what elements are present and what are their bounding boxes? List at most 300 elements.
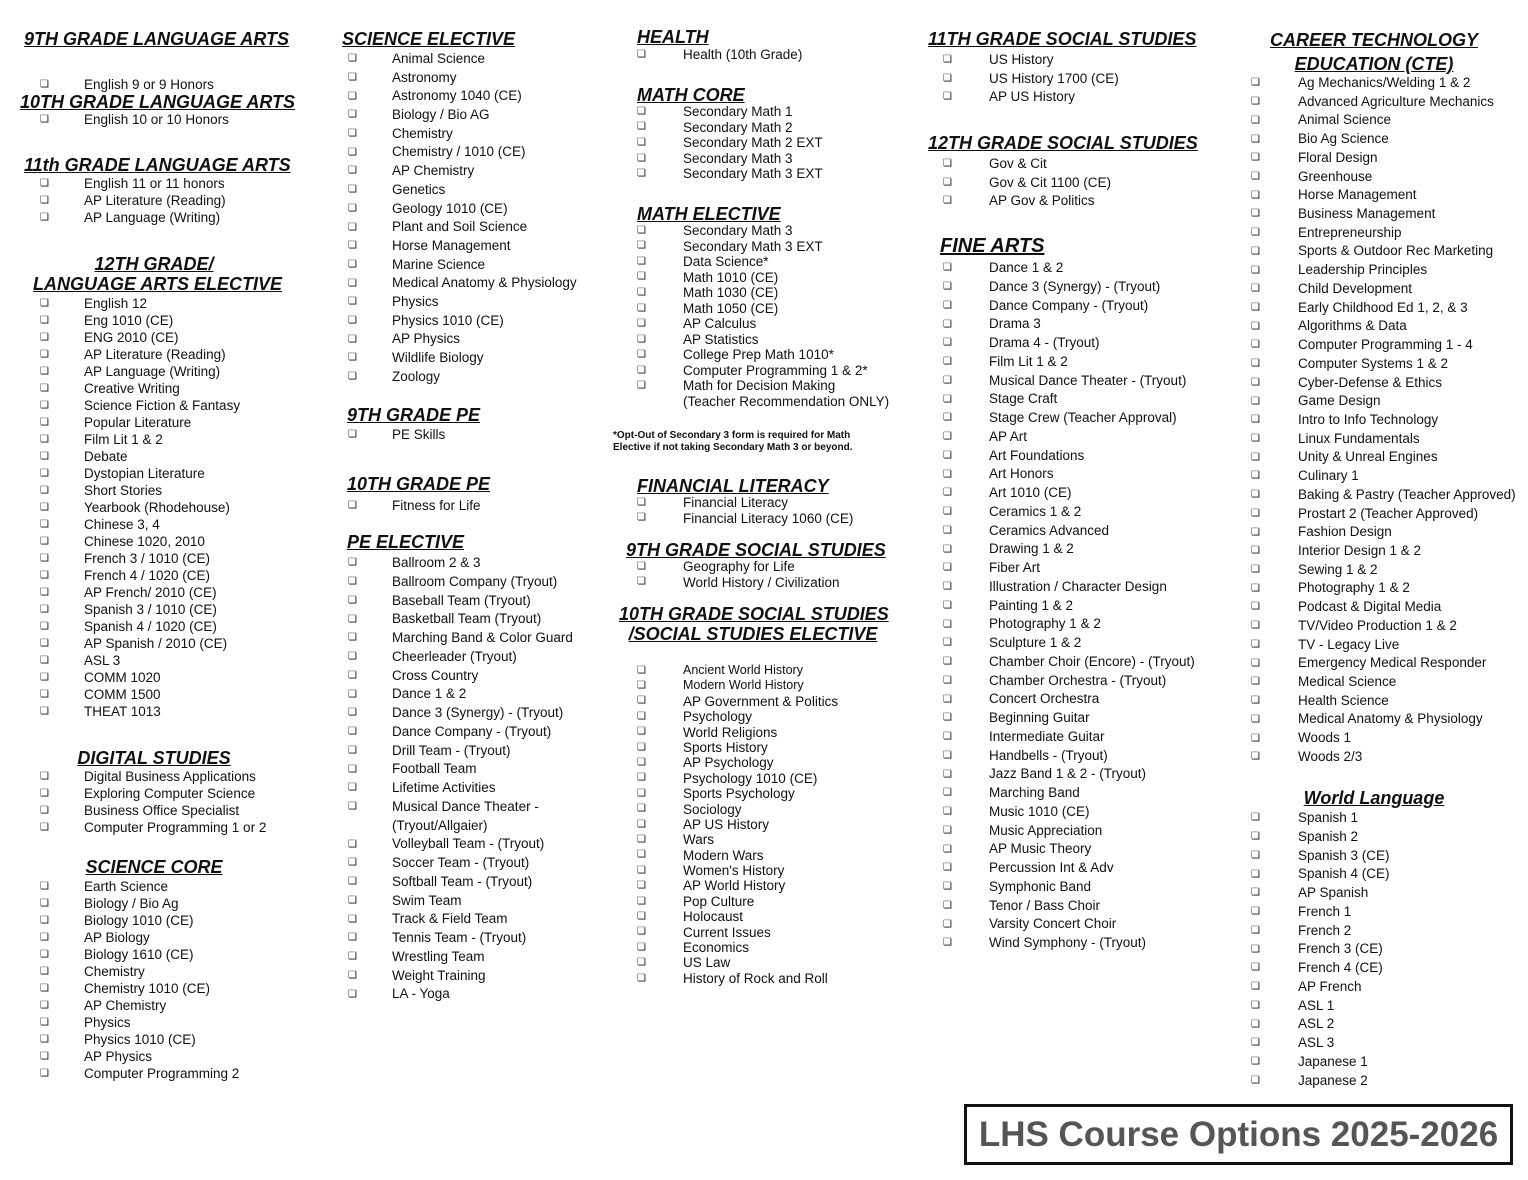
checkbox-icon[interactable]: ❏ <box>40 331 49 343</box>
course-item[interactable] <box>40 946 239 963</box>
course-item[interactable] <box>943 503 1195 522</box>
course-item[interactable] <box>637 663 838 678</box>
checkbox-icon[interactable]: ❏ <box>348 763 357 775</box>
checkbox-icon[interactable]: ❏ <box>1251 507 1260 519</box>
course-item[interactable] <box>348 87 577 106</box>
checkbox-icon[interactable]: ❏ <box>1251 601 1260 613</box>
course-item[interactable] <box>40 499 240 516</box>
checkbox-icon[interactable]: ❏ <box>40 586 49 598</box>
course-item[interactable] <box>348 817 573 836</box>
checkbox-icon[interactable]: ❏ <box>348 296 357 308</box>
checkbox-icon[interactable]: ❏ <box>943 731 952 743</box>
course-item[interactable] <box>40 346 240 363</box>
course-item[interactable] <box>348 106 577 125</box>
checkbox-icon[interactable]: ❏ <box>1251 695 1260 707</box>
checkbox-icon[interactable]: ❏ <box>637 664 646 676</box>
course-item[interactable] <box>348 892 573 911</box>
checkbox-icon[interactable]: ❏ <box>1251 676 1260 688</box>
course-item[interactable] <box>348 69 577 88</box>
checkbox-icon[interactable]: ❏ <box>943 543 952 555</box>
checkbox-icon[interactable]: ❏ <box>40 770 49 782</box>
checkbox-icon[interactable]: ❏ <box>40 177 49 189</box>
checkbox-icon[interactable]: ❏ <box>348 146 357 158</box>
checkbox-icon[interactable]: ❏ <box>348 221 357 233</box>
course-item[interactable] <box>637 495 853 511</box>
course-item[interactable] <box>637 709 838 724</box>
checkbox-icon[interactable]: ❏ <box>348 894 357 906</box>
course-item[interactable] <box>348 143 577 162</box>
course-item[interactable] <box>637 878 838 893</box>
checkbox-icon[interactable]: ❏ <box>637 271 646 283</box>
checkbox-icon[interactable]: ❏ <box>1251 470 1260 482</box>
checkbox-icon[interactable]: ❏ <box>40 416 49 428</box>
checkbox-icon[interactable]: ❏ <box>943 412 952 424</box>
course-item[interactable] <box>637 771 838 786</box>
checkbox-icon[interactable]: ❏ <box>943 599 952 611</box>
course-item[interactable] <box>1251 111 1516 130</box>
checkbox-icon[interactable]: ❏ <box>637 910 646 922</box>
course-item[interactable] <box>1251 523 1516 542</box>
course-item[interactable] <box>1251 261 1516 280</box>
course-item[interactable] <box>1251 224 1516 243</box>
course-item[interactable] <box>943 484 1195 503</box>
course-item[interactable] <box>637 863 838 878</box>
checkbox-icon[interactable]: ❏ <box>40 603 49 615</box>
checkbox-icon[interactable]: ❏ <box>348 988 357 1000</box>
course-item[interactable] <box>348 948 573 967</box>
course-item[interactable] <box>1251 411 1516 430</box>
course-item[interactable] <box>1251 186 1516 205</box>
course-item[interactable] <box>348 497 481 515</box>
checkbox-icon[interactable]: ❏ <box>637 710 646 722</box>
course-item[interactable] <box>40 895 239 912</box>
course-item[interactable] <box>637 559 840 575</box>
checkbox-icon[interactable]: ❏ <box>40 965 49 977</box>
course-item[interactable] <box>943 803 1195 822</box>
checkbox-icon[interactable]: ❏ <box>348 932 357 944</box>
course-item[interactable] <box>943 578 1195 597</box>
checkbox-icon[interactable]: ❏ <box>348 744 357 756</box>
course-item[interactable] <box>1251 654 1516 673</box>
checkbox-icon[interactable]: ❏ <box>1251 564 1260 576</box>
checkbox-icon[interactable]: ❏ <box>40 484 49 496</box>
course-item[interactable] <box>40 703 240 720</box>
course-item[interactable] <box>348 181 577 200</box>
checkbox-icon[interactable]: ❏ <box>637 864 646 876</box>
course-item[interactable] <box>637 316 889 332</box>
course-item[interactable] <box>348 648 573 667</box>
checkbox-icon[interactable]: ❏ <box>1251 395 1260 407</box>
course-item[interactable] <box>1251 130 1516 149</box>
checkbox-icon[interactable]: ❏ <box>40 552 49 564</box>
checkbox-icon[interactable]: ❏ <box>943 899 952 911</box>
course-item[interactable] <box>348 967 573 986</box>
course-item[interactable] <box>637 802 838 817</box>
course-item[interactable] <box>943 728 1195 747</box>
course-item[interactable] <box>40 819 266 836</box>
checkbox-icon[interactable]: ❏ <box>943 581 952 593</box>
checkbox-icon[interactable]: ❏ <box>348 669 357 681</box>
course-item[interactable] <box>943 634 1195 653</box>
course-item[interactable] <box>943 334 1195 353</box>
course-item[interactable] <box>40 312 240 329</box>
checkbox-icon[interactable]: ❏ <box>348 801 357 813</box>
course-item[interactable] <box>40 1031 239 1048</box>
checkbox-icon[interactable]: ❏ <box>637 560 646 572</box>
checkbox-icon[interactable]: ❏ <box>1251 887 1260 899</box>
checkbox-icon[interactable]: ❏ <box>40 897 49 909</box>
course-item[interactable] <box>40 912 239 929</box>
checkbox-icon[interactable]: ❏ <box>637 136 646 148</box>
checkbox-icon[interactable]: ❏ <box>637 772 646 784</box>
checkbox-icon[interactable]: ❏ <box>40 535 49 547</box>
course-item[interactable] <box>943 447 1195 466</box>
checkbox-icon[interactable]: ❏ <box>40 314 49 326</box>
course-item[interactable] <box>637 239 889 255</box>
course-item[interactable] <box>1251 336 1516 355</box>
course-item[interactable] <box>637 120 823 136</box>
checkbox-icon[interactable]: ❏ <box>1251 152 1260 164</box>
course-item[interactable] <box>348 426 445 444</box>
course-item[interactable] <box>943 297 1195 316</box>
course-item[interactable] <box>943 465 1195 484</box>
checkbox-icon[interactable]: ❏ <box>40 982 49 994</box>
course-item[interactable] <box>40 1014 239 1031</box>
checkbox-icon[interactable]: ❏ <box>348 951 357 963</box>
course-item[interactable] <box>348 200 577 219</box>
course-item[interactable] <box>1251 1034 1390 1053</box>
checkbox-icon[interactable]: ❏ <box>943 524 952 536</box>
course-item[interactable] <box>348 573 573 592</box>
course-item[interactable] <box>1251 93 1516 112</box>
checkbox-icon[interactable]: ❏ <box>40 804 49 816</box>
course-item[interactable] <box>637 925 838 940</box>
course-item[interactable] <box>40 1048 239 1065</box>
checkbox-icon[interactable]: ❏ <box>348 333 357 345</box>
checkbox-icon[interactable]: ❏ <box>637 787 646 799</box>
checkbox-icon[interactable]: ❏ <box>1251 189 1260 201</box>
checkbox-icon[interactable]: ❏ <box>1251 868 1260 880</box>
course-item[interactable] <box>40 295 240 312</box>
course-item[interactable] <box>943 278 1195 297</box>
course-item[interactable] <box>637 135 823 151</box>
checkbox-icon[interactable]: ❏ <box>348 969 357 981</box>
course-item[interactable] <box>40 802 266 819</box>
checkbox-icon[interactable]: ❏ <box>40 1050 49 1062</box>
checkbox-icon[interactable]: ❏ <box>348 109 357 121</box>
course-item[interactable] <box>1251 542 1516 561</box>
checkbox-icon[interactable]: ❏ <box>348 576 357 588</box>
course-item[interactable] <box>40 929 239 946</box>
checkbox-icon[interactable]: ❏ <box>943 881 952 893</box>
course-item[interactable] <box>40 601 240 618</box>
course-item[interactable] <box>1251 903 1390 922</box>
checkbox-icon[interactable]: ❏ <box>348 688 357 700</box>
course-item[interactable] <box>943 353 1195 372</box>
course-item[interactable] <box>1251 617 1516 636</box>
checkbox-icon[interactable]: ❏ <box>348 726 357 738</box>
checkbox-icon[interactable]: ❏ <box>40 914 49 926</box>
checkbox-icon[interactable]: ❏ <box>637 286 646 298</box>
course-item[interactable] <box>943 915 1195 934</box>
checkbox-icon[interactable]: ❏ <box>40 654 49 666</box>
course-item[interactable] <box>1251 940 1390 959</box>
course-item[interactable] <box>943 155 1111 174</box>
course-item[interactable] <box>1251 959 1390 978</box>
course-item[interactable] <box>637 678 838 693</box>
checkbox-icon[interactable]: ❏ <box>943 158 952 170</box>
course-item[interactable] <box>943 259 1195 278</box>
course-item[interactable] <box>40 516 240 533</box>
course-item[interactable] <box>637 725 838 740</box>
course-item[interactable] <box>1251 561 1516 580</box>
course-item[interactable] <box>637 254 889 270</box>
checkbox-icon[interactable]: ❏ <box>637 972 646 984</box>
checkbox-icon[interactable]: ❏ <box>40 194 49 206</box>
checkbox-icon[interactable]: ❏ <box>943 656 952 668</box>
course-item[interactable] <box>943 784 1195 803</box>
course-item[interactable] <box>40 963 239 980</box>
course-item[interactable] <box>943 428 1195 447</box>
course-item[interactable] <box>1251 486 1516 505</box>
course-item[interactable] <box>40 209 226 226</box>
checkbox-icon[interactable]: ❏ <box>1251 943 1260 955</box>
checkbox-icon[interactable]: ❏ <box>637 240 646 252</box>
course-item[interactable] <box>1251 299 1516 318</box>
checkbox-icon[interactable]: ❏ <box>40 433 49 445</box>
course-item[interactable] <box>1251 1072 1390 1091</box>
course-item[interactable] <box>348 629 573 648</box>
checkbox-icon[interactable]: ❏ <box>348 557 357 569</box>
course-item[interactable] <box>40 635 240 652</box>
course-item[interactable] <box>943 51 1119 70</box>
checkbox-icon[interactable]: ❏ <box>1251 999 1260 1011</box>
course-item[interactable] <box>40 1065 239 1082</box>
checkbox-icon[interactable]: ❏ <box>943 72 952 84</box>
checkbox-icon[interactable]: ❏ <box>637 695 646 707</box>
checkbox-icon[interactable]: ❏ <box>348 632 357 644</box>
checkbox-icon[interactable]: ❏ <box>348 429 357 440</box>
checkbox-icon[interactable]: ❏ <box>943 937 952 949</box>
checkbox-icon[interactable]: ❏ <box>943 768 952 780</box>
course-item[interactable] <box>348 723 573 742</box>
course-item[interactable] <box>943 897 1195 916</box>
checkbox-icon[interactable]: ❏ <box>1251 962 1260 974</box>
checkbox-icon[interactable]: ❏ <box>637 333 646 345</box>
course-item[interactable] <box>1251 374 1516 393</box>
checkbox-icon[interactable]: ❏ <box>348 857 357 869</box>
checkbox-icon[interactable]: ❏ <box>637 926 646 938</box>
course-item[interactable] <box>637 848 838 863</box>
course-item[interactable] <box>943 390 1195 409</box>
checkbox-icon[interactable]: ❏ <box>1251 339 1260 351</box>
checkbox-icon[interactable]: ❏ <box>637 121 646 133</box>
course-item[interactable] <box>40 652 240 669</box>
checkbox-icon[interactable]: ❏ <box>348 240 357 252</box>
course-item[interactable] <box>1251 1015 1390 1034</box>
course-item[interactable] <box>943 540 1195 559</box>
checkbox-icon[interactable]: ❏ <box>943 749 952 761</box>
checkbox-icon[interactable]: ❏ <box>943 356 952 368</box>
checkbox-icon[interactable]: ❏ <box>40 501 49 513</box>
checkbox-icon[interactable]: ❏ <box>40 880 49 892</box>
checkbox-icon[interactable]: ❏ <box>943 693 952 705</box>
course-item[interactable] <box>348 854 573 873</box>
checkbox-icon[interactable]: ❏ <box>1251 812 1260 824</box>
checkbox-icon[interactable]: ❏ <box>1251 582 1260 594</box>
checkbox-icon[interactable]: ❏ <box>348 613 357 625</box>
course-item[interactable] <box>637 694 838 709</box>
course-item[interactable] <box>1251 997 1390 1016</box>
course-item[interactable] <box>1251 242 1516 261</box>
course-item[interactable] <box>1251 205 1516 224</box>
checkbox-icon[interactable]: ❏ <box>943 91 952 103</box>
course-item[interactable] <box>348 50 577 69</box>
checkbox-icon[interactable]: ❏ <box>1251 657 1260 669</box>
checkbox-icon[interactable]: ❏ <box>943 712 952 724</box>
course-item[interactable] <box>943 615 1195 634</box>
checkbox-icon[interactable]: ❏ <box>637 803 646 815</box>
checkbox-icon[interactable]: ❏ <box>943 674 952 686</box>
checkbox-icon[interactable]: ❏ <box>943 337 952 349</box>
checkbox-icon[interactable]: ❏ <box>1251 376 1260 388</box>
course-item[interactable] <box>40 618 240 635</box>
checkbox-icon[interactable]: ❏ <box>637 957 646 969</box>
checkbox-icon[interactable]: ❏ <box>40 821 49 833</box>
checkbox-icon[interactable]: ❏ <box>943 843 952 855</box>
course-item[interactable] <box>637 832 838 847</box>
course-item[interactable] <box>637 104 823 120</box>
course-item[interactable] <box>40 997 239 1014</box>
checkbox-icon[interactable]: ❏ <box>1251 114 1260 126</box>
checkbox-icon[interactable]: ❏ <box>637 680 646 692</box>
checkbox-icon[interactable]: ❏ <box>40 948 49 960</box>
course-item[interactable] <box>40 550 240 567</box>
checkbox-icon[interactable]: ❏ <box>348 782 357 794</box>
checkbox-icon[interactable]: ❏ <box>40 1033 49 1045</box>
checkbox-icon[interactable]: ❏ <box>637 302 646 314</box>
checkbox-icon[interactable]: ❏ <box>1251 170 1260 182</box>
checkbox-icon[interactable]: ❏ <box>40 620 49 632</box>
course-item[interactable] <box>348 330 577 349</box>
checkbox-icon[interactable]: ❏ <box>943 195 952 207</box>
checkbox-icon[interactable]: ❏ <box>1251 526 1260 538</box>
checkbox-icon[interactable]: ❏ <box>943 374 952 386</box>
checkbox-icon[interactable]: ❏ <box>40 382 49 394</box>
checkbox-icon[interactable]: ❏ <box>637 757 646 769</box>
course-item[interactable] <box>637 817 838 832</box>
checkbox-icon[interactable]: ❏ <box>40 467 49 479</box>
checkbox-icon[interactable]: ❏ <box>40 399 49 411</box>
course-item[interactable] <box>1251 748 1516 767</box>
course-item[interactable] <box>943 747 1195 766</box>
course-item[interactable] <box>943 878 1195 897</box>
checkbox-icon[interactable]: ❏ <box>637 818 646 830</box>
course-item[interactable] <box>40 980 239 997</box>
checkbox-icon[interactable]: ❏ <box>40 671 49 683</box>
checkbox-icon[interactable]: ❏ <box>40 1016 49 1028</box>
checkbox-icon[interactable]: ❏ <box>943 54 952 66</box>
course-item[interactable] <box>348 910 573 929</box>
course-item[interactable] <box>348 929 573 948</box>
checkbox-icon[interactable]: ❏ <box>943 299 952 311</box>
course-item[interactable] <box>943 88 1119 107</box>
checkbox-icon[interactable]: ❏ <box>40 637 49 649</box>
checkbox-icon[interactable]: ❏ <box>1251 77 1260 89</box>
course-item[interactable] <box>348 554 573 573</box>
course-item[interactable] <box>1251 74 1516 93</box>
checkbox-icon[interactable]: ❏ <box>348 500 357 511</box>
course-item[interactable] <box>1251 149 1516 168</box>
checkbox-icon[interactable]: ❏ <box>637 318 646 330</box>
course-item[interactable] <box>348 592 573 611</box>
checkbox-icon[interactable]: ❏ <box>348 913 357 925</box>
checkbox-icon[interactable]: ❏ <box>348 707 357 719</box>
checkbox-icon[interactable]: ❏ <box>637 941 646 953</box>
checkbox-icon[interactable]: ❏ <box>943 918 952 930</box>
checkbox-icon[interactable]: ❏ <box>637 741 646 753</box>
checkbox-icon[interactable]: ❏ <box>348 165 357 177</box>
checkbox-icon[interactable]: ❏ <box>348 838 357 850</box>
course-item[interactable] <box>348 704 573 723</box>
checkbox-icon[interactable]: ❏ <box>943 487 952 499</box>
course-item[interactable] <box>1251 978 1390 997</box>
course-item[interactable] <box>1251 355 1516 374</box>
course-item[interactable] <box>348 685 573 704</box>
checkbox-icon[interactable]: ❏ <box>1251 433 1260 445</box>
course-item[interactable] <box>637 894 838 909</box>
course-item[interactable] <box>637 301 889 317</box>
course-item[interactable] <box>348 610 573 629</box>
checkbox-icon[interactable]: ❏ <box>1251 1018 1260 1030</box>
course-item[interactable] <box>1251 847 1390 866</box>
course-item[interactable] <box>637 575 840 591</box>
course-item[interactable] <box>348 667 573 686</box>
course-item[interactable] <box>348 312 577 331</box>
checkbox-icon[interactable]: ❏ <box>1251 133 1260 145</box>
course-item[interactable] <box>348 835 573 854</box>
checkbox-icon[interactable]: ❏ <box>1251 1056 1260 1068</box>
course-item[interactable] <box>637 332 889 348</box>
course-item[interactable] <box>40 431 240 448</box>
checkbox-icon[interactable]: ❏ <box>943 281 952 293</box>
course-item[interactable] <box>348 779 573 798</box>
course-item[interactable] <box>1251 809 1390 828</box>
course-item[interactable] <box>637 909 838 924</box>
course-item[interactable] <box>40 380 240 397</box>
course-item[interactable] <box>348 256 577 275</box>
checkbox-icon[interactable]: ❏ <box>348 128 357 140</box>
checkbox-icon[interactable]: ❏ <box>1251 451 1260 463</box>
course-item[interactable] <box>348 742 573 761</box>
course-item[interactable] <box>943 315 1195 334</box>
course-item[interactable] <box>943 934 1195 953</box>
course-item[interactable] <box>637 151 823 167</box>
checkbox-icon[interactable]: ❏ <box>943 862 952 874</box>
course-item[interactable] <box>40 878 239 895</box>
course-item[interactable] <box>1251 280 1516 299</box>
course-item[interactable] <box>40 192 226 209</box>
course-item[interactable] <box>40 76 214 93</box>
checkbox-icon[interactable]: ❏ <box>637 496 646 508</box>
checkbox-icon[interactable]: ❏ <box>637 168 646 180</box>
course-item[interactable] <box>943 372 1195 391</box>
checkbox-icon[interactable]: ❏ <box>943 506 952 518</box>
checkbox-icon[interactable]: ❏ <box>40 931 49 943</box>
checkbox-icon[interactable]: ❏ <box>943 562 952 574</box>
checkbox-icon[interactable]: ❏ <box>943 618 952 630</box>
checkbox-icon[interactable]: ❏ <box>1251 489 1260 501</box>
